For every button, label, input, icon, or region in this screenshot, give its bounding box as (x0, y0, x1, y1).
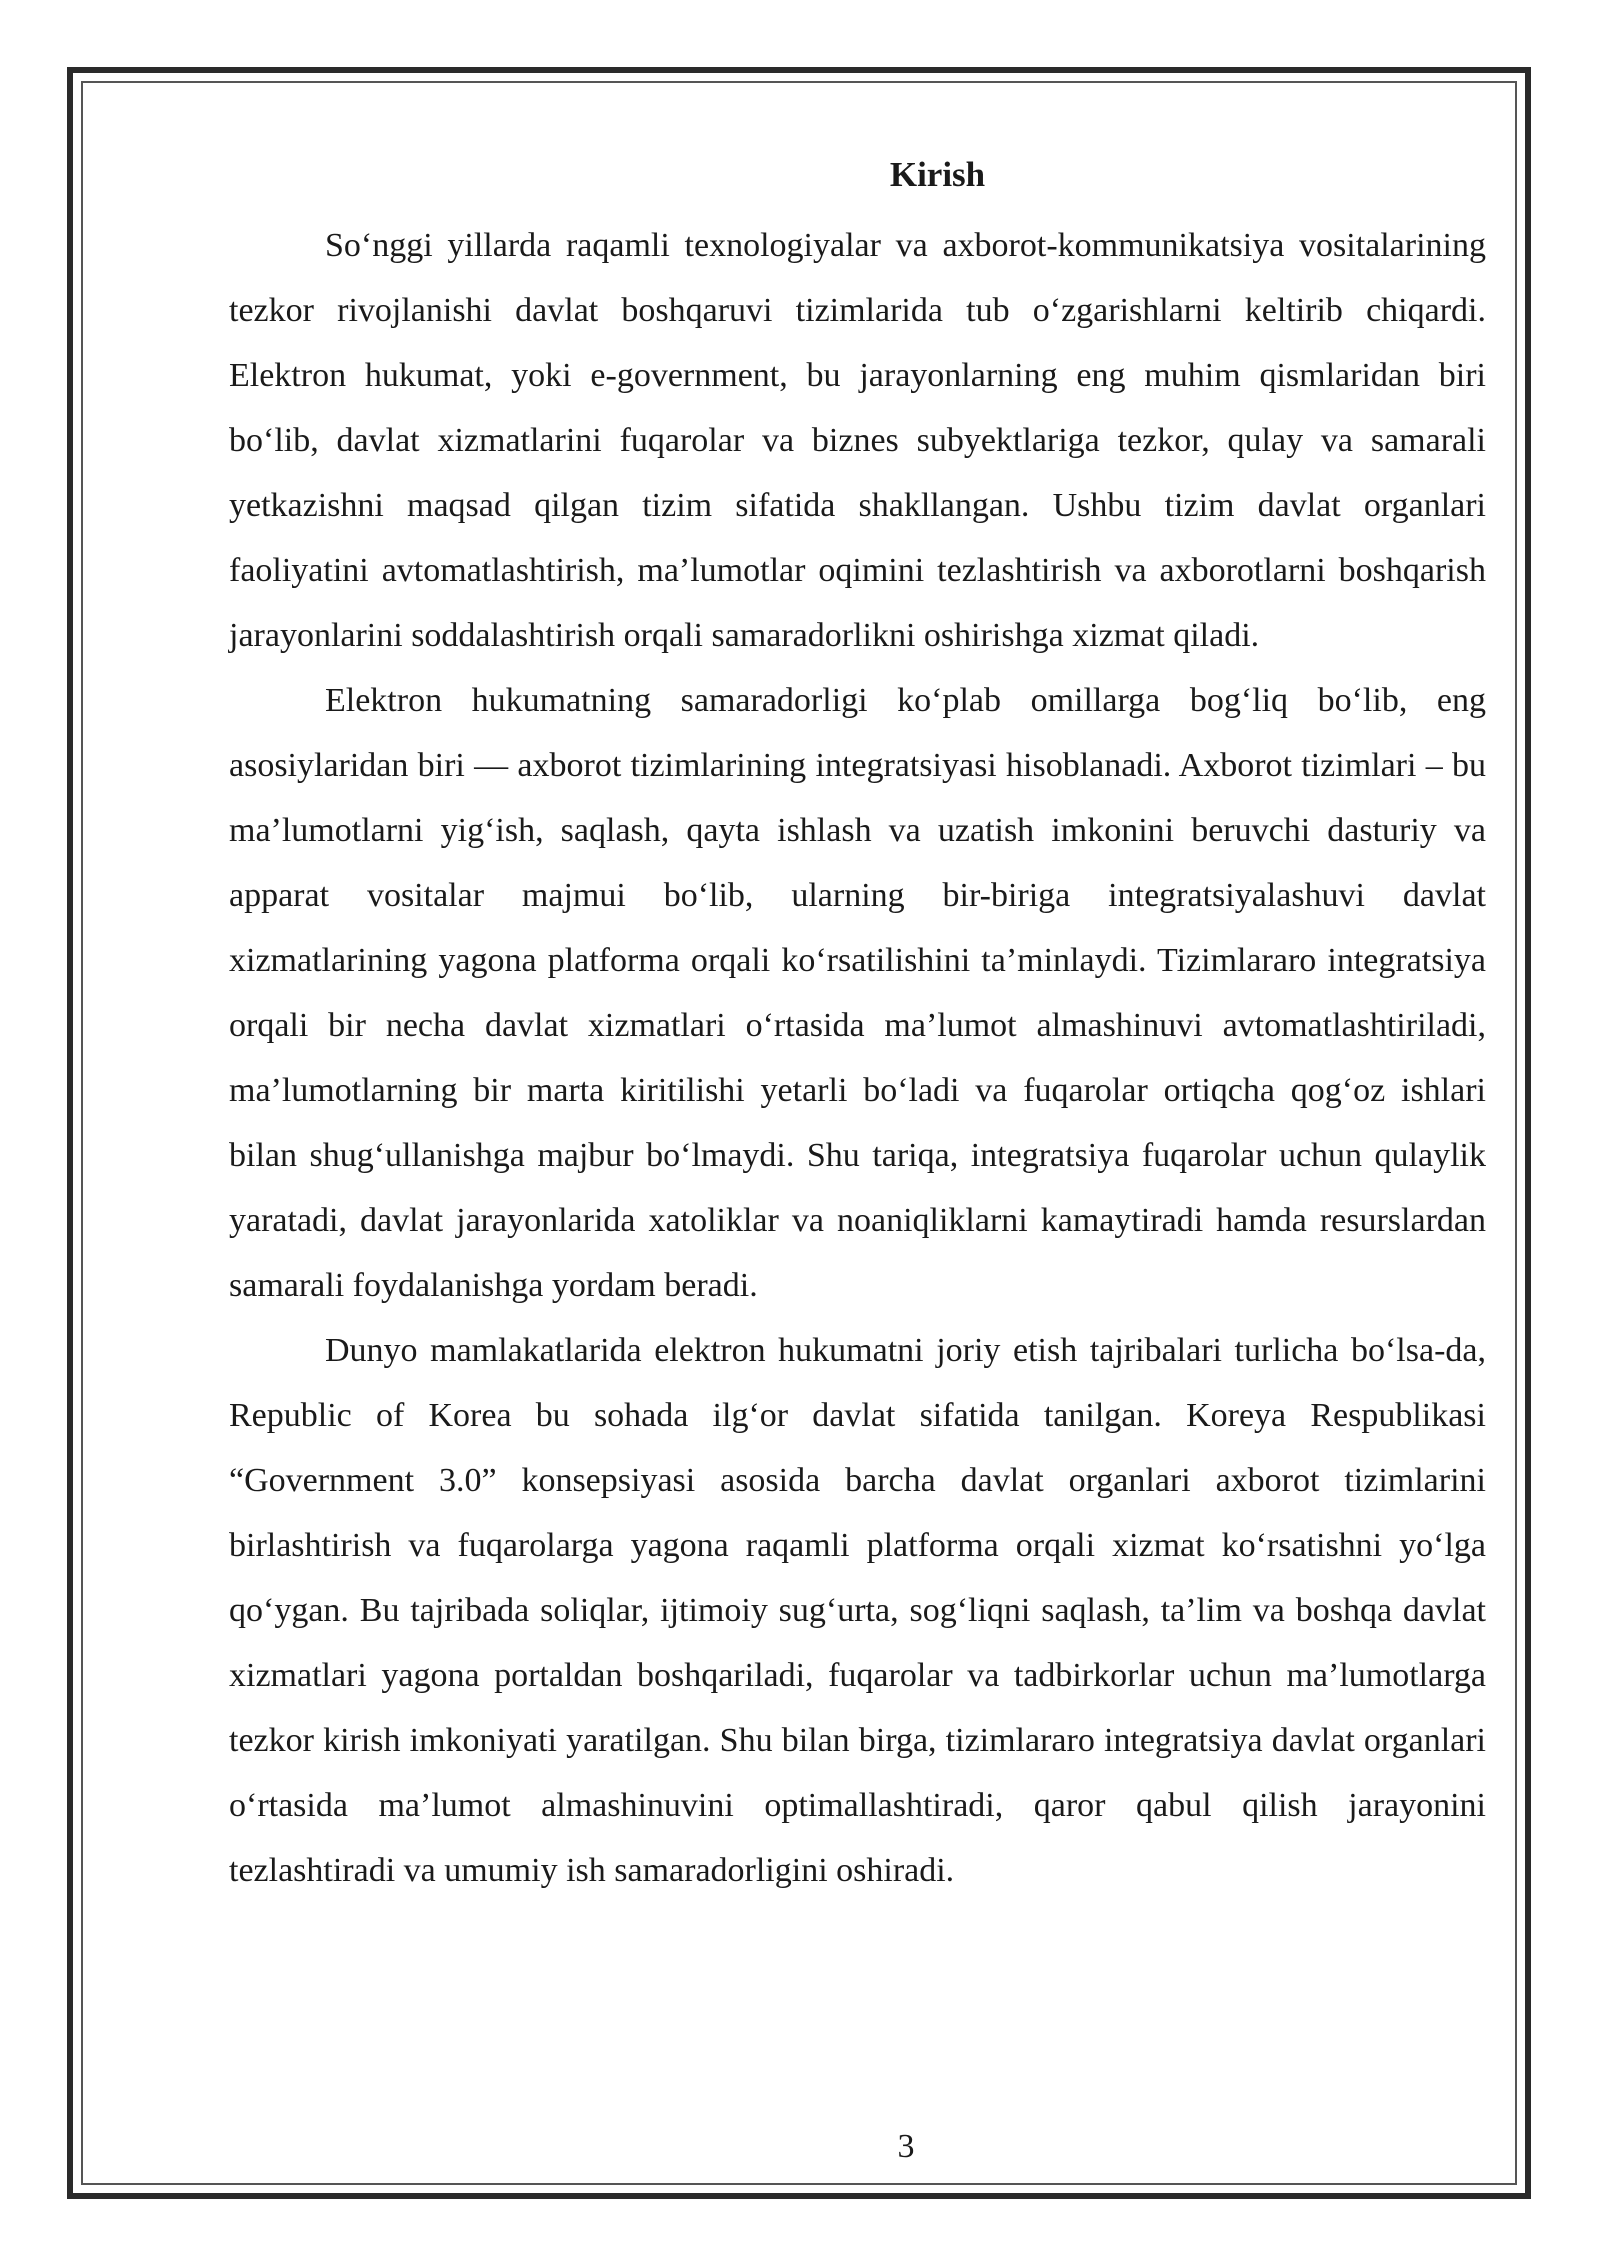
paragraph-1: So‘nggi yillarda raqamli texnologiyalar va axborot-kommunikatsiya vositalarining tezkor rivojlanishi davlat boshqaruvi tizimlarida tub o‘zgarishlarni keltirib chiqardi. Elektron hukumat, yoki e-government, bu jarayonlarning eng muhim qismlaridan biri bo‘lib, davlat xizmatlarini fuqarolar va biznes subyektlariga tezkor, qulay va samarali yetkazishni maqsad qilgan tizim sifatida shakllangan. Ushbu tizim davlat organlari faoliyatini avtomatlashtirish, ma’lumotlar oqimini tezlashtirish va axborotlarni boshqarish jarayonlarini soddalashtirish orqali samaradorlikni oshirishga xizmat qiladi. (229, 227, 1486, 654)
paragraph-3: Dunyo mamlakatlarida elektron hukumatni joriy etish tajribalari turlicha bo‘lsa-da, Republic of Korea bu sohada ilg‘or davlat sifatida tanilgan. Koreya Respublikasi “Government 3.0” konsepsiyasi asosida barcha davlat organlari axborot tizimlarini birlashtirish va fuqarolarga yagona raqamli platforma orqali xizmat ko‘rsatishni yo‘lga qo‘ygan. Bu tajribada soliqlar, ijtimoiy sug‘urta, sog‘liqni saqlash, ta’lim va boshqa davlat xizmatlari yagona portaldan boshqariladi, fuqarolar va tadbirkorlar uchun ma’lumotlarga tezkor kirish imkoniyati yaratilgan. Shu bilan birga, tizimlararo integratsiya davlat organlari o‘rtasida ma’lumot almashinuvini optimallashtiradi, qaror qabul qilish jarayonini tezlashtiradi va umumiy ish samaradorligini oshiradi. (229, 1332, 1486, 1889)
paragraph-2: Elektron hukumatning samaradorligi ko‘plab omillarga bog‘liq bo‘lib, eng asosiylaridan biri — axborot tizimlarining integratsiyasi hisoblanadi. Axborot tizimlari – bu ma’lumotlarni yig‘ish, saqlash, qayta ishlash va uzatish imkonini beruvchi dasturiy va apparat vositalar majmui bo‘lib, ularning bir-biriga integratsiyalashuvi davlat xizmatlarining yagona platforma orqali ko‘rsatilishini ta’minlaydi. Tizimlararo integratsiya orqali bir necha davlat xizmatlari o‘rtasida ma’lumot almashinuvi avtomatlashtiriladi, ma’lumotlarning bir marta kiritilishi yetarli bo‘ladi va fuqarolar ortiqcha qog‘oz ishlari bilan shug‘ullanishga majbur bo‘lmaydi. Shu tariqa, integratsiya fuqarolar uchun qulaylik yaratadi, davlat jarayonlarida xatoliklar va noaniqliklarni kamaytiradi hamda resurslardan samarali foydalanishga yordam beradi. (229, 682, 1486, 1304)
document-body (229, 148, 1486, 1903)
section-title: Kirish (889, 155, 986, 194)
page-number: 3 (897, 2128, 915, 2165)
